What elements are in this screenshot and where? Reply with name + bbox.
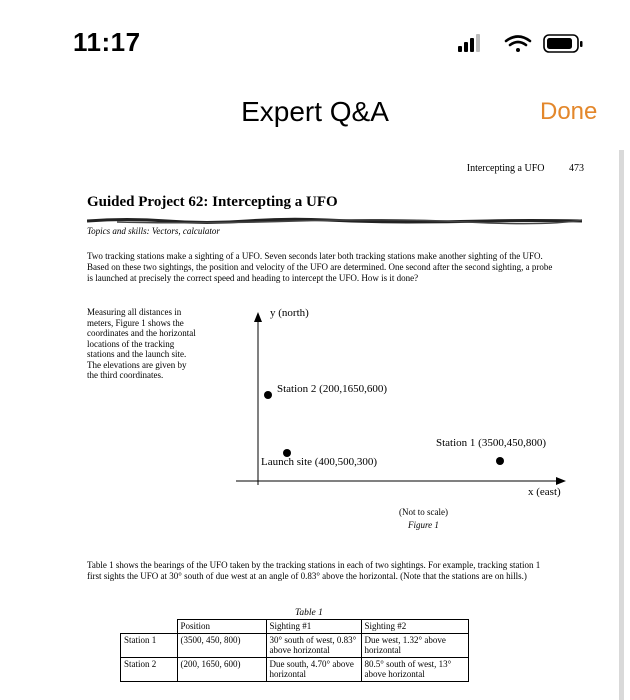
wifi-icon — [506, 37, 530, 53]
x-axis-label: x (east) — [528, 486, 561, 498]
done-button[interactable]: Done — [540, 98, 598, 125]
nav-bar — [0, 80, 630, 150]
document-page — [70, 150, 626, 700]
station-1-label: Station 1 (3500,450,800) — [436, 437, 546, 449]
table-row — [121, 657, 469, 681]
status-icons-svg — [456, 32, 596, 56]
bearings-table — [120, 619, 469, 682]
running-header-title: Intercepting a UFO — [466, 163, 545, 174]
table-cell: Due south, 4.70° above horizontal — [266, 657, 361, 681]
table-cell: 30° south of west, 0.83° above horizontal — [266, 633, 361, 657]
status-icons — [456, 32, 596, 56]
table-cell: (200, 1650, 600) — [177, 657, 266, 681]
table-header-cell: Position — [177, 620, 266, 634]
figure-caption: Figure 1 — [408, 520, 439, 530]
station-2-pin — [264, 391, 272, 399]
intro-paragraph: Two tracking stations make a sighting of a UFO. Seven seconds later both tracking stations make another sighting of the UFO. Based on these two sightings, the position and velocity of the UFO are determined. One second after the second sighting, a probe is launched at precisely the correct speed and heading to intercept the UFO. How is it done? — [87, 251, 553, 283]
table-cell: Station 1 — [121, 633, 178, 657]
figure-1 — [190, 307, 590, 540]
topics-line: Topics and skills: Vectors, calculator — [87, 226, 220, 236]
status-time: 11:17 — [73, 27, 141, 57]
cellular-signal-icon — [458, 34, 480, 52]
table-header-cell: Sighting #2 — [361, 620, 468, 634]
table-header-cell — [121, 620, 178, 634]
table-intro: Table 1 shows the bearings of the UFO taken by the tracking stations in each of two sightings. For example, tracking station 1 first sights the UFO at 30° south of due west at an angle of 0.83° above the horizontal. (Note that the stations are on hills.) — [87, 560, 541, 581]
station-1-marker — [496, 457, 504, 465]
table-header-row — [121, 620, 469, 634]
project-title: Guided Project 62: Intercepting a UFO — [87, 194, 338, 210]
y-axis-label: y (north) — [270, 307, 309, 319]
decorative-rule — [87, 216, 582, 226]
running-header — [445, 163, 584, 174]
table-header-cell: Sighting #1 — [266, 620, 361, 634]
table-cell: 80.5° south of west, 13° above horizontal — [361, 657, 468, 681]
table-row — [121, 633, 469, 657]
scale-note: (Not to scale) — [399, 507, 448, 517]
table-cell: Station 2 — [121, 657, 178, 681]
figure-description: Measuring all distances in meters, Figure 1 shows the coordinates and the horizontal locations of the tracking stations and the launch site. The elevations are given by the third coordinates. — [87, 307, 196, 380]
launch-site-label: Launch site (400,500,300) — [261, 456, 378, 468]
page-number: 473 — [569, 163, 584, 174]
battery-icon — [544, 35, 583, 52]
page-title: Expert Q&A — [241, 96, 389, 127]
status-bar — [0, 0, 630, 80]
scroll-indicator[interactable] — [619, 150, 624, 700]
station-2-label: Station 2 (200,1650,600) — [277, 383, 387, 395]
table-caption: Table 1 — [295, 608, 323, 618]
table-cell: Due west, 1.32° above horizontal — [361, 633, 468, 657]
table-cell: (3500, 450, 800) — [177, 633, 266, 657]
figure-axes — [190, 310, 590, 540]
